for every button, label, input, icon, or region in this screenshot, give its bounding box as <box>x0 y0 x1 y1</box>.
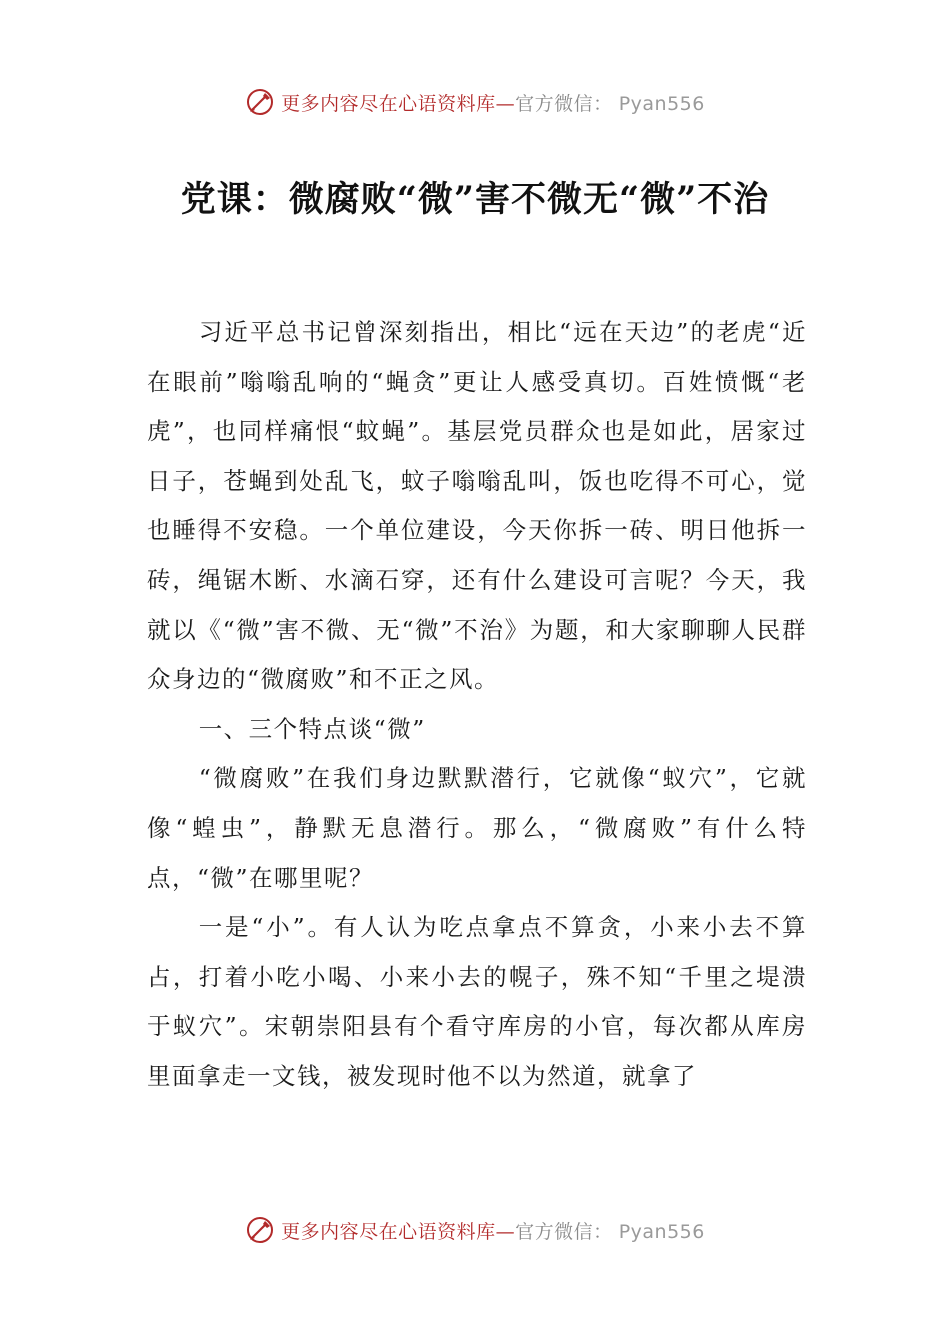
banner-slogan: 更多内容尽在心语资料库 <box>281 1220 496 1243</box>
document-body <box>147 308 807 1102</box>
banner-wechat-label: 官方微信： <box>515 92 613 115</box>
footer-banner <box>0 1210 950 1250</box>
banner-wechat-id: Pyan556 <box>618 1220 705 1243</box>
header-banner <box>0 82 950 122</box>
banner-wechat-id: Pyan556 <box>618 92 705 115</box>
pen-logo-icon <box>245 87 275 117</box>
paragraph-overview: “微腐败”在我们身边默默潜行，它就像“蚁穴”，它就像“蝗虫”，静默无息潜行。那么，“微腐败”有什么特点，“微”在哪里呢？ <box>147 764 807 892</box>
banner-slogan: 更多内容尽在心语资料库 <box>281 92 496 115</box>
paragraph-point-one: 一是“小”。有人认为吃点拿点不算贪，小来小去不算占，打着小吃小喝、小来小去的幌子，殊不知“千里之堤溃于蚁穴”。宋朝崇阳县有个看守库房的小官，每次都从库房里面拿走一文钱，被发现时他不以为然道，就拿了 <box>147 913 807 1090</box>
pen-logo-icon <box>245 1215 275 1245</box>
banner-text <box>281 1217 705 1244</box>
document-title: 党课：微腐败“微”害不微无“微”不治 <box>180 179 770 220</box>
banner-text <box>281 89 705 116</box>
banner-dash: — <box>495 92 516 115</box>
banner-wechat-label: 官方微信： <box>515 1220 613 1243</box>
paragraph-intro: 习近平总书记曾深刻指出，相比“远在天边”的老虎“近在眼前”嗡嗡乱响的“蝇贪”更让人感受真切。百姓愤慨“老虎”，也同样痛恨“蚊蝇”。基层党员群众也是如此，居家过日子，苍蝇到处乱飞，蚊子嗡嗡乱叫，饭也吃得不可心，觉也睡得不安稳。一个单位建设，今天你拆一砖、明日他拆一砖，绳锯木断、水滴石穿，还有什么建设可言呢？今天，我就以《“微”害不微、无“微”不治》为题，和大家聊聊人民群众身边的“微腐败”和不正之风。 <box>147 318 807 694</box>
section-heading: 一、三个特点谈“微” <box>198 714 426 743</box>
banner-dash: — <box>495 1220 516 1243</box>
